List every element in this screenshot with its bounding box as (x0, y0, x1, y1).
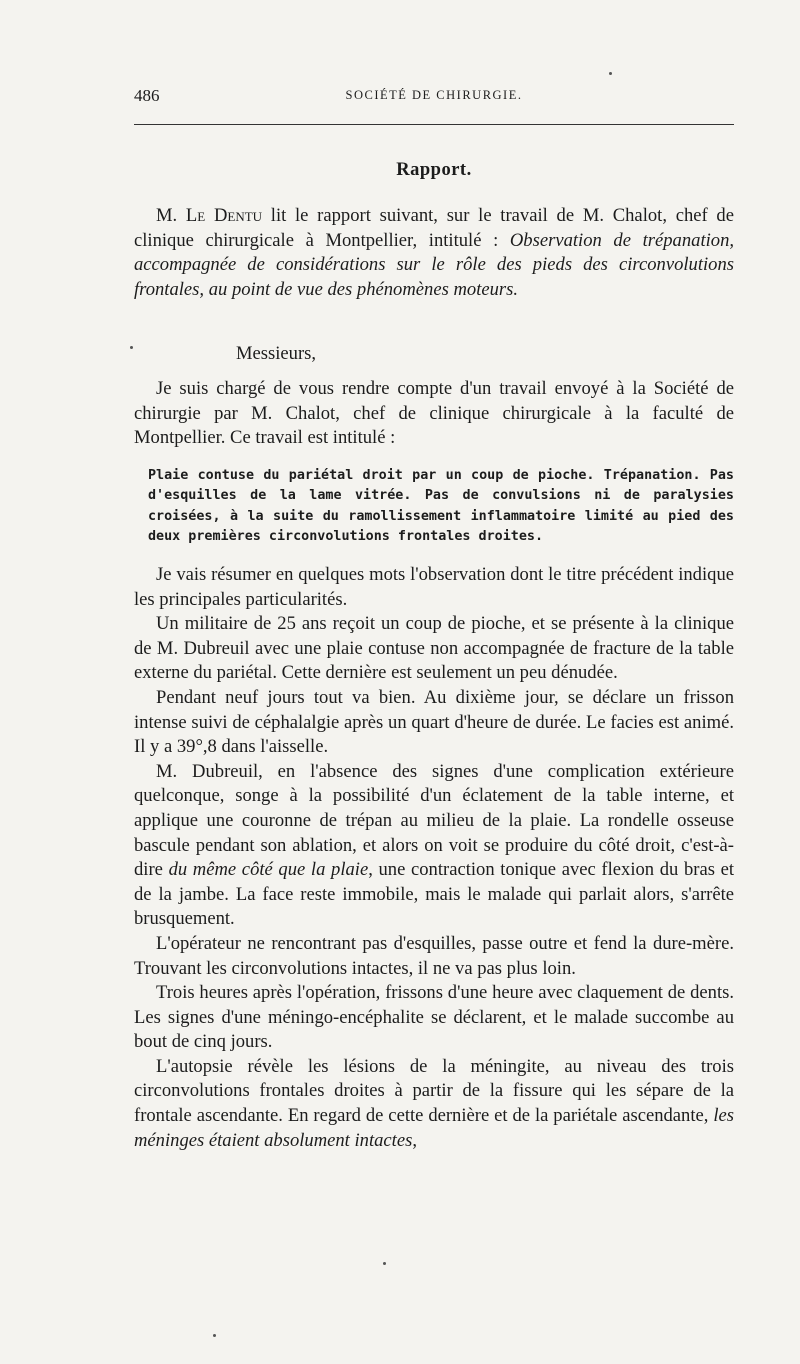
intro-text (134, 204, 734, 302)
page-header (134, 86, 734, 110)
body-paragraph-2: Un militaire de 25 ans reçoit un coup de pioche, et se présente à la clinique de M. Dubreuil avec une plaie contuse non accompagnée de fracture de la table externe du pariétal. Cette dernière est seulement un peu dénudée. (134, 613, 734, 684)
report-body (134, 563, 734, 1153)
work-summary (134, 466, 734, 547)
running-title: SOCIÉTÉ DE CHIRURGIE. (345, 88, 523, 102)
section-title: Rapport. (396, 160, 472, 180)
intro-paragraph (134, 204, 734, 302)
intro-text-b: lit le rapport suivant, sur le travail de M. Chalot, chef de clinique chirurgicale à Montpellier, intitulé : (134, 205, 734, 251)
p7-text-a: L'autopsie révèle les lésions de la méningite, au niveau des trois circonvolutions frontales droites à partir de la fissure qui les sépare de la frontale ascendante. En regard de cette dernière et de la pariétale ascendante, (134, 1055, 734, 1127)
body-paragraph-6: Trois heures après l'opération, frissons d'une heure avec claquement de dents. Les signes d'une méningo-encéphalite se déclarent, et le malade succombe au bout de cinq jours. (134, 982, 734, 1053)
p7-text-b: , (412, 1129, 417, 1151)
charge-paragraph (134, 377, 734, 451)
header-rule (134, 124, 734, 125)
page-number: 486 (134, 86, 160, 105)
p7-italic: les méninges étaient absolument intactes (134, 1105, 734, 1151)
charge-text: Je suis chargé de vous rendre compte d'un travail envoyé à la Société de chirurgie par M. Chalot, chef de clinique chirurgicale à la faculté de Montpellier. Ce travail est intitulé : (134, 378, 734, 449)
body-paragraph-5: L'opérateur ne rencontrant pas d'esquilles, passe outre et fend la dure-mère. Trouvant les circonvolutions intactes, il ne va pas plus loin. (134, 932, 734, 979)
paper-speck (609, 72, 612, 75)
paper-speck (383, 1262, 386, 1265)
summary-text: Plaie contuse du pariétal droit par un coup de pioche. Trépanation. Pas d'esquilles de la lame vitrée. Pas de convulsions ni de paralysies croisées, à la suite du ramollissement inflammatoire limité au pied des deux premières circonvolutions frontales droites. (148, 468, 734, 544)
body-paragraph-7 (134, 1055, 734, 1153)
work-title: Observation de trépanation, accompagnée de considérations sur le rôle des pieds des circonvolutions frontales, au point de vue des phénomènes moteurs. (134, 229, 735, 300)
p4-text-b: , une contraction tonique avec flexion du bras et de la jambe. La face reste immobile, mais le malade qui parlait alors, s'arrête brusquement. (134, 859, 735, 930)
salutation: Messieurs, (236, 343, 317, 364)
body-paragraph-3: Pendant neuf jours tout va bien. Au dixième jour, se déclare un frisson intense suivi de céphalalgie après un quart d'heure de durée. Le facies est animé. Il y a 39°,8 dans l'aisselle. (134, 686, 734, 758)
p4-text-a: M. Dubreuil, en l'absence des signes d'une complication extérieure quelconque, songe à la possibilité d'un éclatement de la table interne, et applique une couronne de trépan au milieu de la plaie. La rondelle osseuse bascule pendant son ablation, et alors on voit se produire du côté droit, c'est-à-dire (134, 760, 734, 881)
intro-text-a: M. (156, 205, 186, 226)
paper-speck (130, 346, 133, 349)
p4-italic: du même côté que la plaie (168, 859, 369, 881)
body-paragraph-4 (134, 760, 734, 932)
author-name: Le Dentu (185, 205, 263, 226)
body-paragraph-1: Je vais résumer en quelques mots l'observation dont le titre précédent indique les principales particularités. (134, 564, 734, 610)
paper-speck (213, 1334, 216, 1337)
